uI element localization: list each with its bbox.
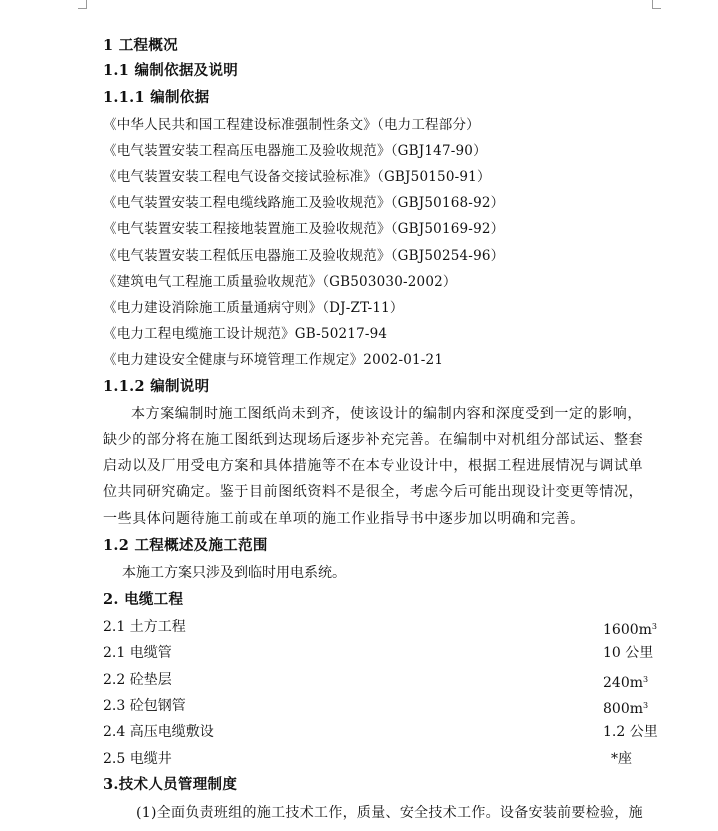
cable-item-label: 2.1 土方工程 [103,619,186,635]
cable-item-qty [603,722,658,742]
cable-item-qty [603,670,648,693]
cable-item-label: 2.1 电缆管 [103,645,172,661]
cable-item-label: 2.4 高压电缆敷设 [103,724,214,740]
qty-value: 240m [603,675,643,691]
heading-1: 1 工程概况 [103,37,178,54]
qty-value: 1600m [603,622,652,638]
reference-item: 《电力建设安全健康与环境管理工作规定》2002-01-21 [103,352,444,368]
qty-value: 10 公里 [603,645,654,661]
reference-item: 《中华人民共和国工程建设标准强制性条文》（电力工程部分） [103,117,480,133]
cable-item-row [103,670,678,690]
heading-1-2: 1.2 工程概述及施工范围 [103,537,268,554]
cable-item-label: 2.5 电缆井 [103,751,172,767]
explanation-line: 本方案编制时施工图纸尚未到齐，使该设计的编制内容和深度受到一定的影响， [131,406,642,422]
cable-item-row [103,722,678,742]
cable-item-row [103,643,678,663]
cable-item-qty [611,749,632,769]
reference-item: 《电力建设消除施工质量通病守则》（DJ-ZT-11） [103,300,404,316]
scope-text: 本施工方案只涉及到临时用电系统。 [122,565,346,581]
heading-3: 3.技术人员管理制度 [103,776,238,793]
explanation-line: 一些具体问题待施工前或在单项的施工作业指导书中逐步加以明确和完善。 [103,511,585,527]
reference-item: 《电气装置安装工程电缆线路施工及验收规范》（GBJ50168-92） [103,195,505,211]
heading-1-1: 1.1 编制依据及说明 [103,62,239,79]
reference-item: 《电气装置安装工程高压电器施工及验收规范》（GBJ147-90） [103,143,487,159]
explanation-line: 启动以及厂用受电方案和具体措施等不在本专业设计中，根据工程进展情况与调试单 [103,458,644,474]
reference-item: 《电气装置安装工程接地装置施工及验收规范》（GBJ50169-92） [103,221,505,237]
cable-item-row [103,696,678,716]
cable-item-row [103,749,678,769]
qty-value: 800m [603,701,643,717]
crop-mark-top-right-h [652,8,661,9]
crop-mark-top-right-v [652,0,653,8]
qty-value: 1.2 公里 [603,724,658,740]
reference-item: 《电气装置安装工程低压电器施工及验收规范》（GBJ50254-96） [103,248,505,264]
crop-mark-top-left-v [86,0,87,8]
explanation-line: 缺少的部分将在施工图纸到达现场后逐步补充完善。在编制中对机组分部试运、整套 [103,432,644,448]
reference-item: 《电气装置安装工程电气设备交接试验标准》（GBJ50150-91） [103,169,491,185]
qty-unit-sup: 3 [643,675,649,684]
qty-unit-sup: 3 [651,622,657,631]
crop-mark-top-left-h [78,8,87,9]
heading-1-1-2: 1.1.2 编制说明 [103,378,210,395]
management-text: (1)全面负责班组的施工技术工作，质量、安全技术工作。设备安装前要检验，施 [136,805,643,821]
reference-item: 《建筑电气工程施工质量验收规范》（GB503030-2002） [103,274,457,290]
cable-item-row [103,617,678,637]
reference-item: 《电力工程电缆施工设计规范》GB-50217-94 [103,326,388,342]
cable-item-qty [603,617,657,640]
qty-unit-sup: 3 [643,701,649,710]
cable-item-qty [603,696,648,719]
cable-item-qty [603,643,653,663]
qty-value: *座 [611,751,632,767]
heading-1-1-1: 1.1.1 编制依据 [103,89,210,106]
explanation-line: 位共同研究确定。鉴于目前图纸资料不是很全，考虑今后可能出现设计变更等情况， [103,484,644,500]
cable-item-label: 2.3 砼包钢管 [103,698,186,714]
heading-2: 2. 电缆工程 [103,591,184,608]
cable-item-label: 2.2 砼垫层 [103,672,172,688]
